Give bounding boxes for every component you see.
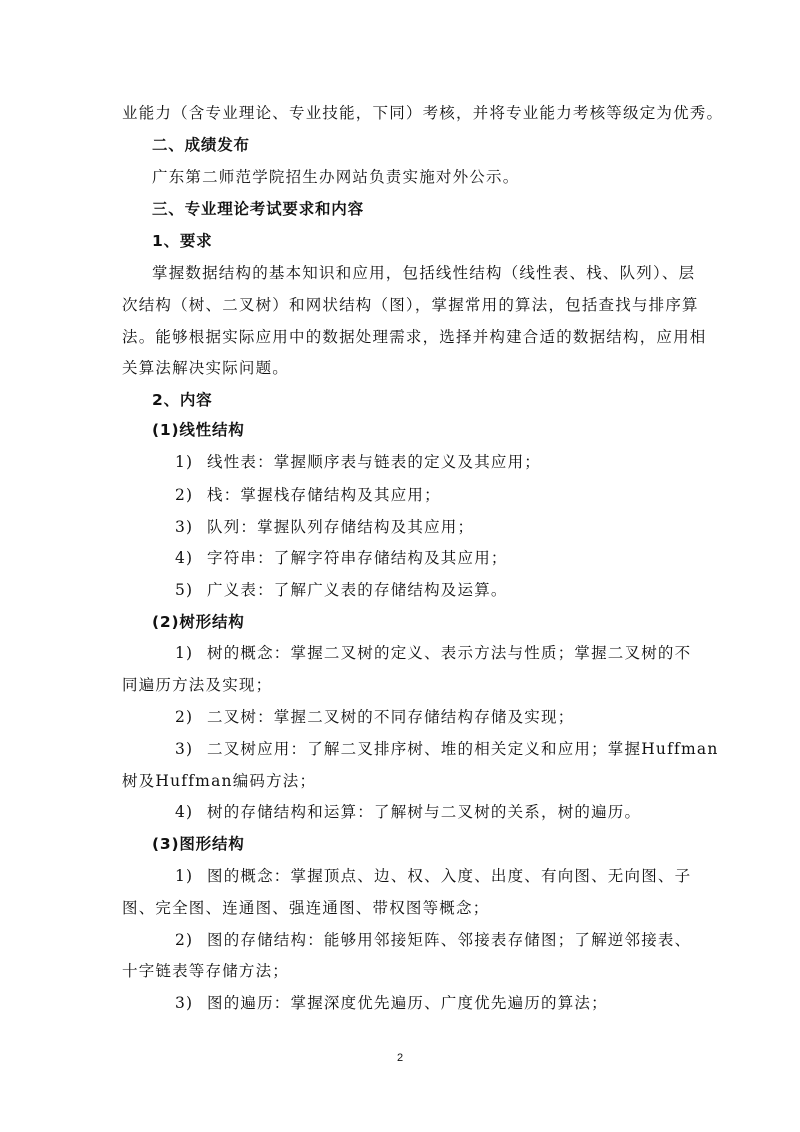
list-item: 1) 线性表：掌握顺序表与链表的定义及其应用；	[175, 453, 542, 471]
list-item: 2) 二叉树：掌握二叉树的不同存储结构存储及实现；	[175, 708, 575, 726]
list-item-continuation: 树及Huffman编码方法；	[122, 772, 317, 790]
list-item: 1) 树的概念：掌握二叉树的定义、表示方法与性质；掌握二叉树的不	[175, 644, 692, 662]
paragraph-continuation: 业能力（含专业理论、专业技能，下同）考核，并将专业能力考核等级定为优秀。	[122, 104, 724, 122]
section-heading-exam: 三、专业理论考试要求和内容	[152, 200, 364, 218]
list-item: 4) 树的存储结构和运算：了解树与二叉树的关系，树的遍历。	[175, 803, 642, 821]
list-item-continuation: 图、完全图、连通图、强连通图、带权图等概念；	[122, 899, 490, 917]
requirements-line-2: 次结构（树、二叉树）和网状结构（图），掌握常用的算法，包括查找与排序算	[122, 296, 699, 314]
topic-heading-linear: (1)线性结构	[152, 421, 245, 439]
requirements-line-1: 掌握数据结构的基本知识和应用，包括线性结构（线性表、栈、队列）、层	[152, 264, 696, 282]
requirements-line-3: 法。能够根据实际应用中的数据处理需求，选择并构建合适的数据结构，应用相	[122, 328, 707, 346]
list-item: 3) 图的遍历：掌握深度优先遍历、广度优先遍历的算法；	[175, 994, 608, 1012]
list-item-continuation: 同遍历方法及实现；	[122, 676, 273, 694]
list-item: 2) 图的存储结构：能够用邻接矩阵、邻接表存储图；了解逆邻接表、	[175, 931, 692, 949]
paragraph-publish: 广东第二师范学院招生办网站负责实施对外公示。	[152, 168, 520, 186]
subheading-content: 2、内容	[152, 391, 213, 409]
list-item: 5) 广义表：了解广义表的存储结构及运算。	[175, 581, 508, 599]
list-item: 3) 二叉树应用：了解二叉排序树、堆的相关定义和应用；掌握Huffman	[175, 740, 719, 758]
subheading-requirements: 1、要求	[152, 232, 213, 250]
topic-heading-graph: (3)图形结构	[152, 835, 245, 853]
requirements-line-4: 关算法解决实际问题。	[122, 359, 290, 377]
list-item: 3) 队列：掌握队列存储结构及其应用；	[175, 518, 475, 536]
list-item: 4) 字符串：了解字符串存储结构及其应用；	[175, 549, 508, 567]
list-item-continuation: 十字链表等存储方法；	[122, 962, 290, 980]
topic-heading-tree: (2)树形结构	[152, 613, 245, 631]
list-item: 2) 栈：掌握栈存储结构及其应用；	[175, 486, 441, 504]
page-number: 2	[396, 1052, 404, 1064]
list-item: 1) 图的概念：掌握顶点、边、权、入度、出度、有向图、无向图、子	[175, 867, 692, 885]
section-heading-publish: 二、成绩发布	[152, 136, 250, 154]
